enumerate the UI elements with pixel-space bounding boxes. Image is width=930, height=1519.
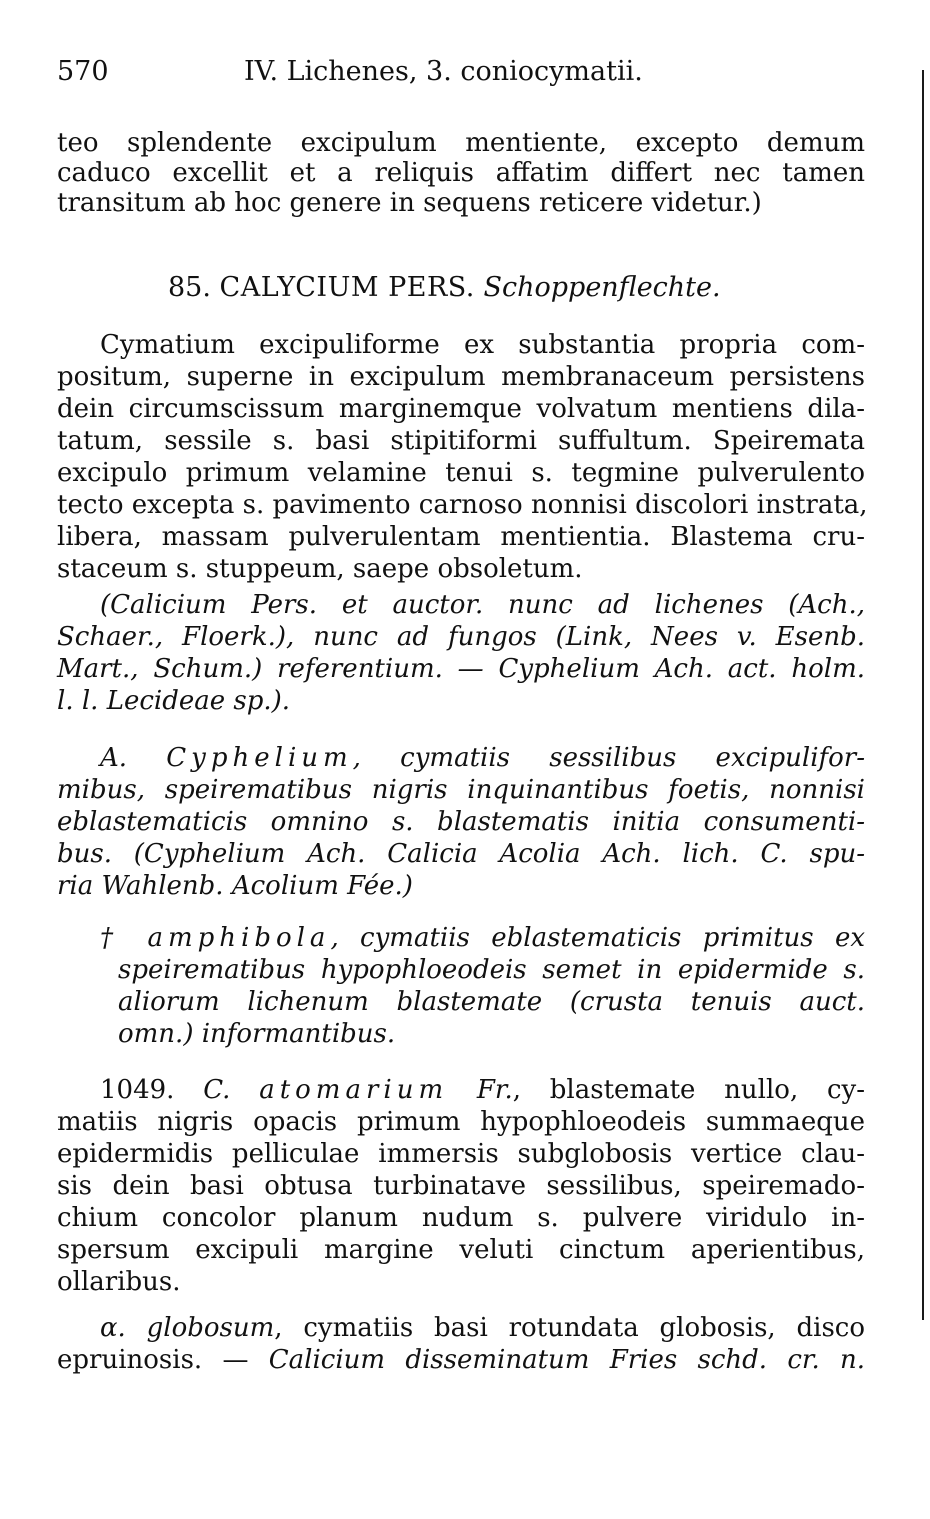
- species-line: matiis nigris opacis primum hypophloeodeis summaeque: [57, 1107, 865, 1137]
- species-line: epidermidis pelliculae immersis subglobosis vertice clau-: [57, 1139, 865, 1169]
- description-line: excipulo primum velamine tenui s. tegmine pulverulento: [57, 458, 865, 488]
- intro-line: caduco excellit et a reliquis affatim differt nec tamen: [57, 158, 865, 188]
- variety-line: α. globosum, cymatiis basi rotundata globosis, disco: [100, 1313, 866, 1343]
- variety-line: epruinosis. — Calicium disseminatum Fries schd. cr. n.: [57, 1345, 866, 1375]
- section-a-label: A.: [100, 743, 128, 773]
- description-line: staceum s. stuppeum, saepe obsoletum.: [57, 554, 583, 584]
- page-number: 570: [57, 56, 109, 87]
- genus-heading: [168, 272, 721, 304]
- variety-name: globosum: [146, 1313, 275, 1343]
- subsection-name: amphibola: [147, 923, 331, 953]
- section-a-line: A. Cyphelium, cymatiis sessilibus excipulifor-: [100, 743, 865, 773]
- species-line: chium concolor planum nudum s. pulvere viridulo in-: [57, 1203, 865, 1233]
- page-edge-rule: [922, 70, 924, 1320]
- note-line: Schaer., Floerk.), nunc ad fungos (Link, Nees v. Esenb.: [57, 622, 865, 652]
- species-author: Fr.: [476, 1075, 513, 1105]
- genus-common-name: Schoppenflechte.: [483, 272, 721, 303]
- section-a-line: mibus, speirematibus nigris inquinantibus foetis, nonnisi: [57, 775, 865, 805]
- subsection-line: aliorum lichenum blastemate (crusta tenuis auct.: [118, 987, 865, 1017]
- running-title: IV. Lichenes, 3. coniocymatii.: [244, 56, 643, 87]
- description-line: dein circumscissum marginemque volvatum mentiens dila-: [57, 394, 865, 424]
- description-line: libera, massam pulverulentam mentientia. Blastema cru-: [57, 522, 865, 552]
- note-line: (Calicium Pers. et auctor. nunc ad lichenes (Ach.,: [100, 590, 865, 620]
- species-number: 1049.: [100, 1075, 175, 1105]
- section-a-name: Cyphelium: [166, 743, 353, 773]
- species-line: sis dein basi obtusa turbinatave sessilibus, speiremado-: [57, 1171, 865, 1201]
- genus-name: CALYCIUM PERS.: [219, 272, 475, 303]
- subsection-line: speirematibus hypophloeodeis semet in epidermide s.: [118, 955, 865, 985]
- dagger-symbol: †: [100, 923, 127, 953]
- description-line: positum, superne in excipulum membranaceum persistens: [57, 362, 865, 392]
- variety-label: α.: [100, 1313, 126, 1343]
- section-a-line: eblastematicis omnino s. blastematis initia consumenti-: [57, 807, 865, 837]
- species-epithet: atomarium: [259, 1075, 449, 1105]
- species-line: spersum excipuli margine veluti cinctum aperientibus,: [57, 1235, 865, 1265]
- subsection-line: omn.) informantibus.: [118, 1019, 396, 1049]
- intro-line: transitum ab hoc genere in sequens reticere videtur.): [57, 188, 762, 218]
- intro-line: teo splendente excipulum mentiente, excepto demum: [57, 128, 865, 158]
- section-a-line: ria Wahlenb. Acolium Fée.): [57, 871, 413, 901]
- section-a-line: bus. (Cyphelium Ach. Calicia Acolia Ach. lich. C. spu-: [57, 839, 865, 869]
- note-line: l. l. Lecideae sp.).: [57, 686, 291, 716]
- species-line: ollaribus.: [57, 1267, 181, 1297]
- species-line: 1049. C. atomarium Fr., blastemate nullo, cy-: [100, 1075, 866, 1105]
- genus-number: 85.: [168, 272, 211, 303]
- note-line: Mart., Schum.) referentium. — Cyphelium Ach. act. holm.: [57, 654, 865, 684]
- description-line: Cymatium excipuliforme ex substantia propria com-: [100, 330, 865, 360]
- subsection-line: † amphibola, cymatiis eblastematicis primitus ex: [100, 923, 866, 953]
- description-line: tecto excepta s. pavimento carnoso nonnisi discolori instrata,: [57, 490, 868, 520]
- description-line: tatum, sessile s. basi stipitiformi suffultum. Speiremata: [57, 426, 865, 456]
